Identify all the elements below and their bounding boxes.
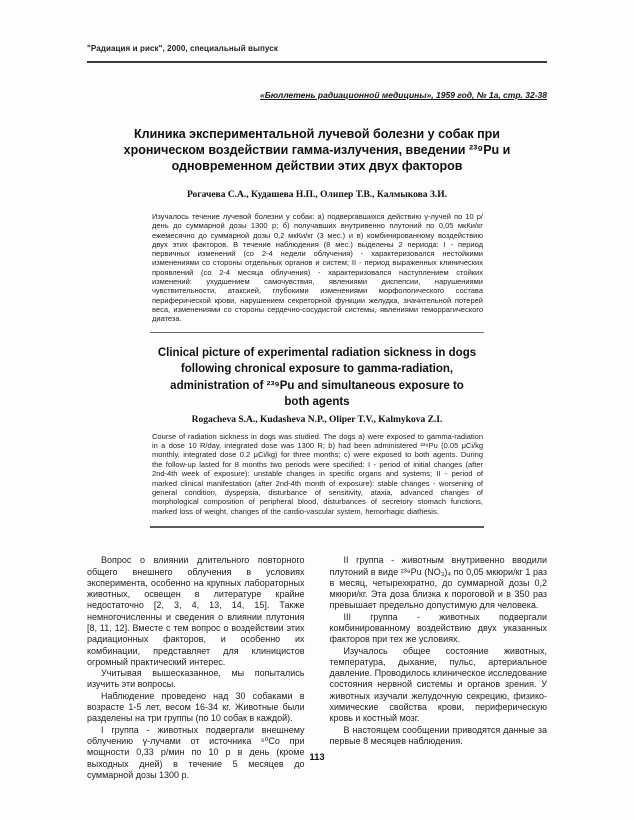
header-rule — [87, 61, 547, 63]
body-paragraph: II группа - животным внутривенно вводили плутоний в виде ²³⁹Pu (NO₃)₄ по 0,05 мкюри/кг 1 раз в месяц, четырехкратно, до суммарной дозы 0,2 мкюри/кг. Эта доза близка к пороговой и в 350 раз превышает предельно допустимую для человека. — [329, 555, 547, 611]
body-paragraph: III группа - животных подвергали комбинированному воздействию двух указанных факторов при тех же условиях. — [329, 611, 547, 645]
body-columns — [87, 555, 547, 781]
body-paragraph: Изучалось общее состояние животных, температура, дыхание, пульс, артериальное давление. Проводилось клиническое исследование состояния нервной системы и органов зрения. У животных изучали желудочную секрецию, физико-химические свойства крови, периферическую кровь и костный мозг. — [329, 645, 547, 724]
abstract-en: Course of radiation sickness in dogs was studied. The dogs a) were exposed to gamma-radiation in a dose 10 R/day, integrated dose was 1300 R; b) had been administered ²³⁹Pu (0.05 μCi/kg monthly, integrated dose 0.2 μCi/kg) for three months; c) were exposed to both agents. During the follow-up lasted for 8 months two periods were specified: I - period of initial changes (after 2nd-4th week of exposure): unstable changes in specific organs and systems; II - period of marked clinical manifestation (after 2nd-4th month of exposure): stable changes - worsening of general condition, dyspepsia, disturbance of sensitivity, ataxia, advanced changes of morphological composition of peripheral blood, disturbances of secretory stomach functions, marked loss of weight, changes of the cardio-vascular system, hemorhagic diathesis. — [152, 431, 483, 516]
source-reference: «Бюллетень радиационной медицины», 1959 год, № 1а, стр. 32-38 — [260, 90, 547, 100]
body-paragraph: Вопрос о влиянии длительного повторного общего внешнего облучения в условиях эксперимента, особенно на крупных лабораторных животных, освещен в литературе крайне недостаточно [2, 3, 4, 13, 14, 15]. Также немногочисленны и сведения о влиянии плутония [8, 11, 12]. Вместе с тем вопрос о воздействии этих радиационных факторов, и особенно их комбинации, представляет для клиницистов огромный практический интерес. — [87, 555, 305, 667]
body-paragraph: В настоящем сообщении приводятся данные за первые 8 месяцев наблюдения. — [329, 724, 547, 746]
article-title-en: Clinical picture of experimental radiation sickness in dogs following chronical exposure to gamma-radiation, administration of ²³⁹Pu and simultaneous exposure to both agents — [157, 346, 477, 409]
article-title-ru: Клиника экспериментальной лучевой болезни у собак при хроническом воздействии гамма-излучения, введении ²³⁹Pu и одновременном действии этих двух факторов — [123, 127, 511, 173]
section-divider — [150, 332, 484, 333]
abstract-ru: Изучалось течение лучевой болезни у собак: а) подвергавшихся действию γ-лучей по 10 р/день до суммарной дозы 1300 р; б) получавших внутривенно плутоний по 0,05 мкКи/кг ежемесячно до суммарной дозы 0,2 мкКи/кг (3 мес.) и в) комбинированному воздействию двух этих факторов. В течение наблюдения (8 мес.) выделены 2 периода: I - период первичных изменений (со 2-4 недели облучения) - характеризовался нестойкими изменениями со стороны отдельных органов и систем; II - период выраженных клинических проявлений (со 2-4 месяца облучения) - характеризовался наступлением стойких изменений: ухудшением самочувствия, явлениями диспепсии, нарушениями чувствительности, атаксией, глубокими изменениями морфологического состава периферической крови, нарушением секреторной функции желудка, значительной потерей веса, изменениями со стороны сердечно-сосудистой системы, явлениями геморрагического диатеза. — [152, 212, 483, 324]
running-head: "Радиация и риск", 2000, специальный выпуск — [87, 44, 278, 53]
section-divider — [150, 526, 484, 528]
left-column — [87, 555, 305, 781]
body-paragraph: Учитывая вышесказанное, мы попытались изучить эти вопросы. — [87, 668, 305, 690]
right-column — [330, 555, 548, 781]
body-paragraph: I группа - животных подвергали внешнему облучению γ-лучами от источника ⁶⁰Со при мощности 0,33 р/мин по 10 р в день (кроме выходных дней) в течение 5 месяцев до суммарной дозы 1300 р. — [87, 724, 305, 780]
body-paragraph: Наблюдение проведено над 30 собаками в возрасте 1-5 лет, весом 16-34 кг. Животные были разделены на три группы (по 10 собак в каждой). — [87, 690, 305, 724]
page-number: 113 — [309, 752, 325, 763]
authors-ru: Рогачева С.А., Кудашева Н.П., Олипер Т.В., Калмыкова З.И. — [186, 190, 448, 200]
authors-en: Rogacheva S.A., Kudasheva N.P., Oliper T.V., Kalmykova Z.I. — [191, 414, 443, 425]
